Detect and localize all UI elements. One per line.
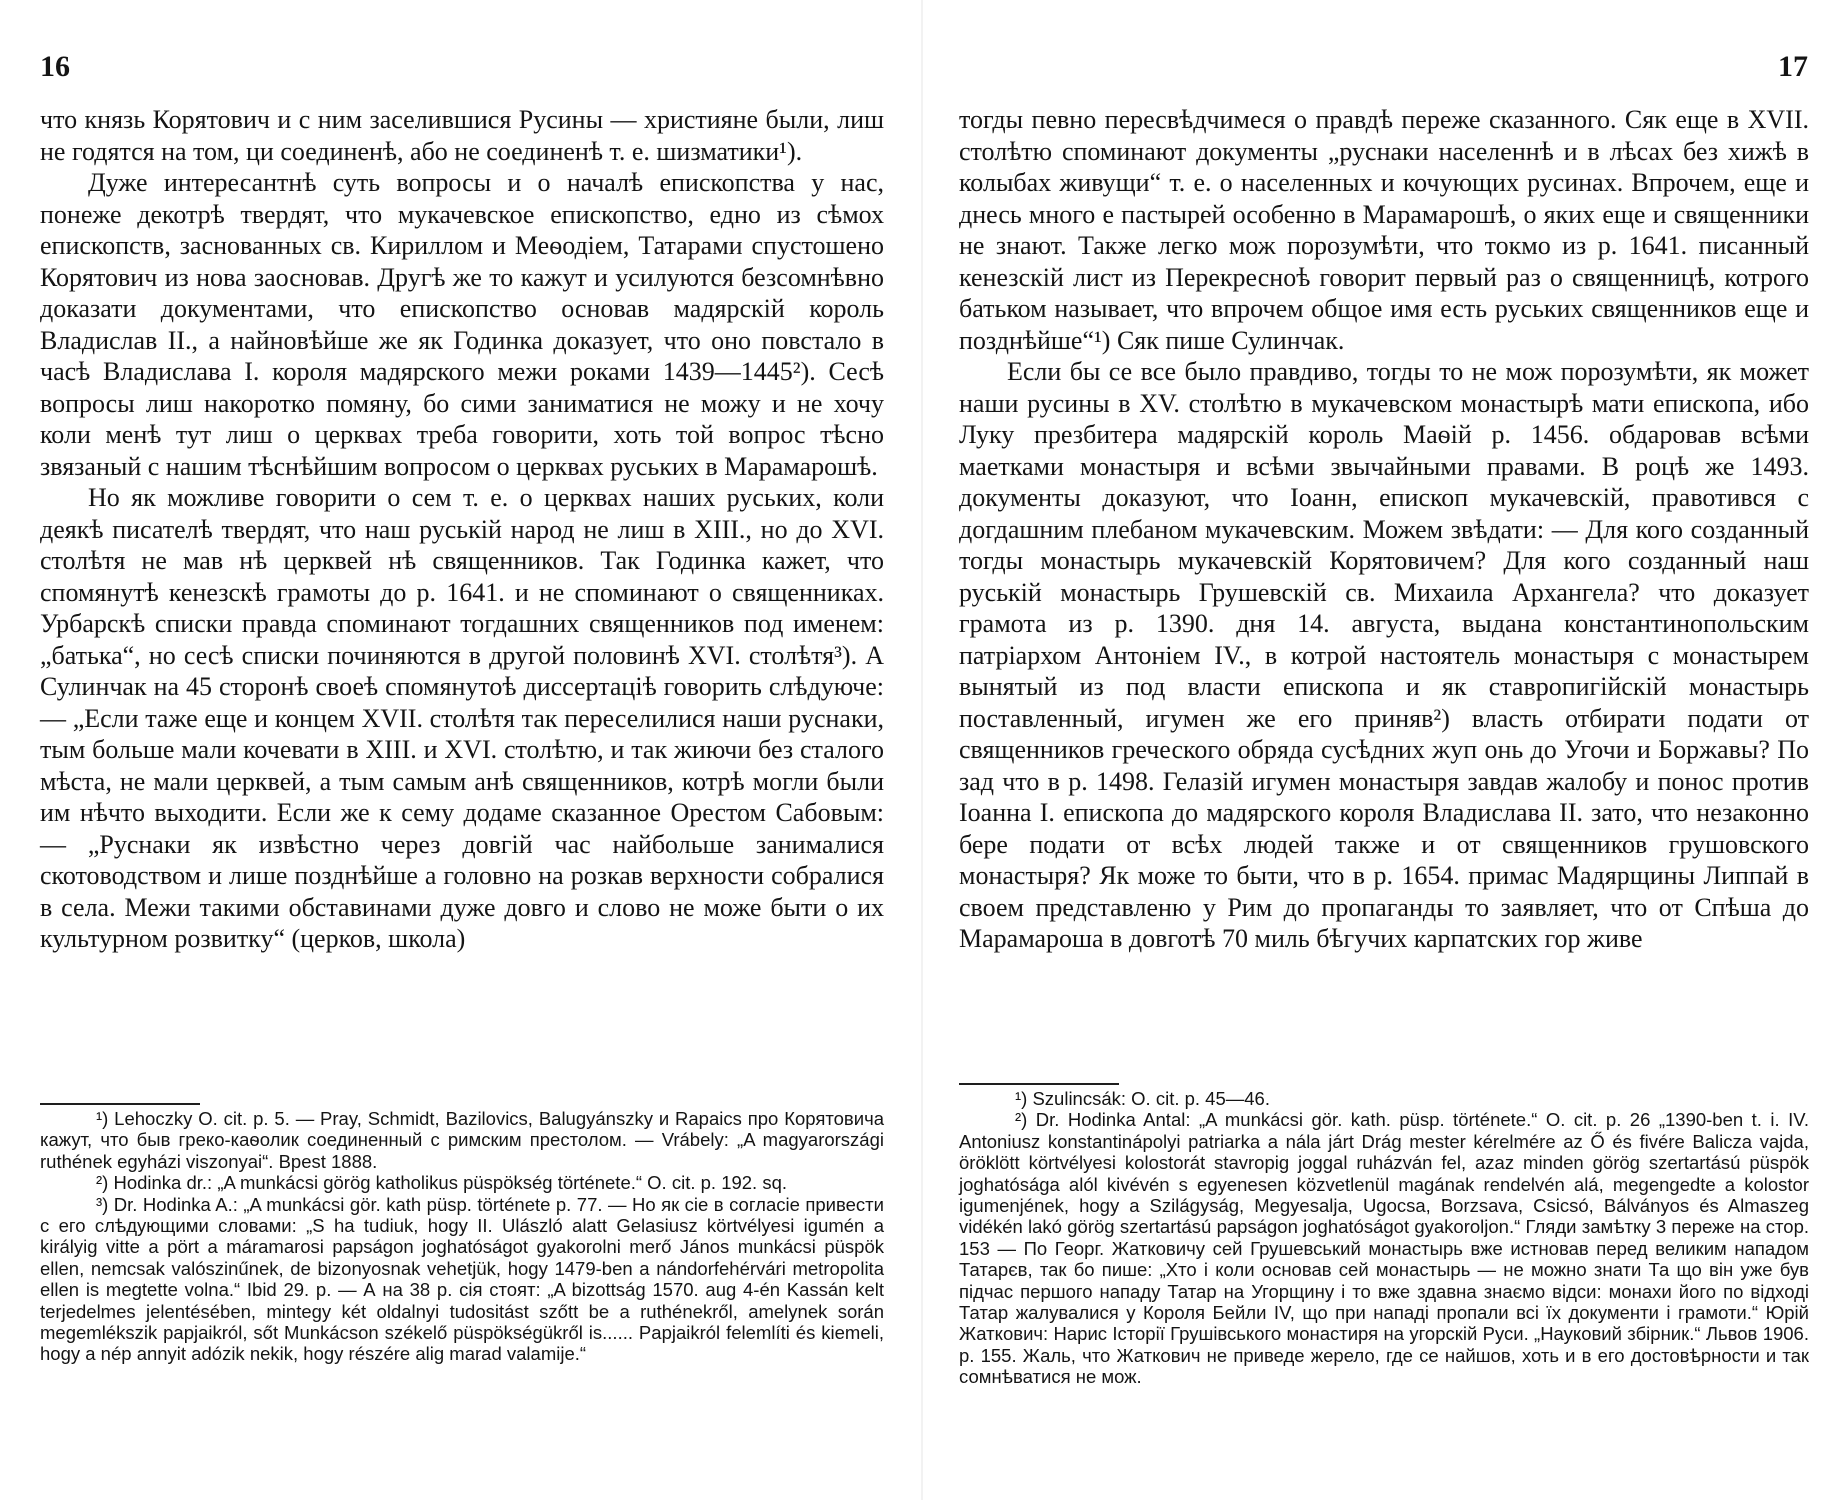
paragraph: Дуже интересантнѣ суть вопросы и о началѣ епископства у нас, понеже декотрѣ твердят, что мукачевское епископство, едно из сѣмох епископств, заснованных св. Кириллом и Меѳодіем, Татарами спустошено Корятович из нова заосновав. Другѣ же то кажут и усилуются безсомнѣвно доказати документами, что епископство основав мадярскій король Владислав II., а найновѣйше же як Годинка доказует, что оно повстало в часѣ Владислава I. короля мадярского межи роками 1439—1445²). Сесѣ вопросы лиш накоротко помяну, бо сими заниматися не можу и не хочу коли менѣ тут лиш о церквах треба говорити, хоть той вопрос тѣсно звязаный с нашим тѣснѣйшим вопросом о церквах руських в Марамарошѣ. — [40, 168, 884, 481]
footnote: ²) Hodinka dr.: „A munkácsi görög katholikus püspökség története.“ O. cit. p. 192. sq. — [96, 1172, 788, 1194]
footnote: ¹) Szulincsák: O. cit. p. 45—46. — [1015, 1088, 1270, 1109]
page-number: 17 — [1778, 50, 1808, 83]
paragraph: Но як можливе говорити о сем т. е. о церквах наших руських, коли деякѣ писателѣ твердят, что наш руській народ не лиш в XIII., но до XVI. столѣтя не мав нѣ церквей нѣ священников. Так Годинка кажет, что спомянутѣ кенезскѣ грамоты до р. 1641. и не споминают о священниках. Урбарскѣ списки правда споминают тогдашних священников под именем: „батька“, но сесѣ списки починяются в другой половинѣ XVI. столѣтя³). А Сулинчак на 45 сторонѣ своеѣ спомянутоѣ диссертаціѣ говорить слѣдуюче: — „Если таже еще и концем XVII. столѣтя так переселилися наши руснаки, тым больше мали кочевати в XIII. и XVI. столѣтю, и так жиючи без сталого мѣста, не мали церквей, а тым самым анѣ священников, котрѣ могли были им нѣчто выходити. Если же к сему додаме сказанное Орестом Сабовым: — „Руснаки як извѣстно через довгій час найбольше занималися скотоводством и лише позднѣйше а головно на розкав верхности собралися в села. Межи такими обставинами дуже довго и слово не може быти о их культурном розвитку“ (церков, школа) — [40, 483, 884, 953]
paragraph: тогды певно пересвѣдчимеся о правдѣ переже сказанного. Сяк еще в XVII. столѣтю споминают документы „руснаки населеннѣ и в лѣсах без хижѣ в колыбах живущи“ т. е. о населенных и кочующих русинах. Впрочем, еще и днесь много е пастырей особенно в Марамарошѣ, о яких еще и священники не знают. Также легко мож порозумѣти, что токмо из р. 1641. писанный кенезскій лист из Перекресноѣ говорит первый раз о священницѣ, котрого батьком называет, что впрочем общое имя есть руських священников еще и позднѣйше“¹) Сяк пише Сулинчак. — [959, 105, 1809, 355]
footnotes — [40, 1108, 884, 1365]
footnotes — [959, 1088, 1809, 1388]
page-number: 16 — [40, 50, 70, 83]
footnote: ¹) Lehoczky O. cit. p. 5. — Pray, Schmidt, Bazilovics, Balugyánszky и Rapaics про Корятовича кажут, что быв греко-каѳолик соединенный с римским престолом. — Vrábely: „A magyarországi ruthének egyházi viszonyai“. Bpest 1888. — [40, 1108, 884, 1172]
paragraph: Если бы се все было правдиво, тогды то не мож порозумѣти, як может наши русины в XV. столѣтю в мукачевском монастырѣ мати епископа, ибо Луку презбитера мадярскій король Маѳій р. 1456. обдаровав всѣми маетками монастыря и всѣми звычайными правами. В роцѣ же 1493. документы доказуют, что Іоанн, епископ мукачевскій, правотився с догдашним плебаном мукачевским. Можем звѣдати: — Для кого созданный тогды монастырь мукачевскій Корятовичем? Для кого созданный наш руській монастырь Грушевскій св. Михаила Архангела? что доказует грамота из р. 1390. дня 14. августа, выдана константинопольским патріархом Антоніем IV., в котрой настоятель монастыря с монастырем вынятый из под власти епископа и як ставропигійскій монастырь поставленный, игумен же его приняв²) власть отбирати подати от священников греческого обряда сусѣдних жуп онь до Угочи и Боржавы? По зад что в р. 1498. Гелазій игумен монастыря завдав жалобу и понос против Іоанна I. епископа до мадярского короля Владислава II. зато, что незаконно бере подати от всѣх людей также и от священников грушовского монастыря? Як може то быти, что в р. 1654. примас Мадярщины Липпай в своем представленю у Рим до пропаганды то заявляет, что от Спѣша до Марамароша в довготѣ 70 миль бѣгучих карпатских гор живе — [959, 357, 1809, 953]
footnote: ³) Dr. Hodinka A.: „A munkácsi gör. kath püsp. története p. 77. — Но як сіе в согласіе привести с его слѣдующими словами: „S ha tudiuk, hogy II. Ulászló alatt Gelasiusz körtvélyesi igumén a királyig vitte a pört a máramarosi papságon joghatóságot gyakorolni merő János munkácsi püspök ellen, nemcsak valószinűnek, de bizonyosnak vehetjük, hogy 1479-ben a nándorfehérvári metropolita ellen is megtette volna.“ Ibid 29. p. — А на 38 р. сія стоят: „A bizottság 1570. aug 4-én Kassán kelt terjedelmes jelentésében, mintegy két oldalnyi tudositást szőtt be a ruthénekről, amelynek során megemlékszik papjaikról, sőt Munkácson székelő püspökségükről is...... Papjaikról felemlíti és kiemeli, hogy a nép annyit adózik nekik, hogy részére alig marad valamije.“ — [40, 1193, 884, 1365]
paragraph: что князь Корятович и с ним заселившися Русины — християне были, лиш не годятся на том, ци соединенѣ, або не соединенѣ т. е. шизматики¹). — [40, 105, 884, 166]
main-text — [40, 104, 884, 955]
footnote: ²) Dr. Hodinka Antal: „A munkácsi gör. kath. püsp. története.“ O. cit. p. 26 „1390-ben t. i. IV. Antoniusz konstantinápolyi patriarka a nála járt Drág mester kérelmére az Ő és fivére Balicza vajda, öröklött körtvélyesi kolostorát stavropig joggal ruházván fel, azaz minden görög szertartású püspök joghatósága alól kivévén s egyenesen közvetlenül magának rendelvén alá, megengedte a kolostor igumenjének, hogy a Szilágyság, Megyesalja, Ugocsa, Borzsava, Csicsó, Bálványos és Almaszeg vidékén lakó görög szertartású papságon joghatóságot gyakoroljon.“ Гляди замѣтку 3 переже на стор. 153 — По Георг. Жатковичу сей Грушевський монастырь вже истновав перед великим нападом Татарєв, так бо пише: „Хто і коли основав сей монастырь — не можно знати Та що він уже був підчас першого нападу Татар на Угорщину і то вже здавна знаємо відси: монахи його по відході Татар жалувалися у Короля Бейли IV, що при нападі пропали всі їх документи і грамоти.“ Юрій Жаткович: Нарис Історії Грушівського монастиря на угорскій Руси. „Науковий збірник.“ Львов 1906. р. 155. Жаль, что Жаткович не приведе жерело, где се найшов, хоть и в его достовѣрности и так сомнѣватися не мож. — [959, 1109, 1809, 1388]
right-page — [923, 0, 1846, 1500]
footnote-separator — [40, 1103, 200, 1105]
footnote-separator — [959, 1083, 1119, 1085]
main-text — [959, 104, 1809, 955]
